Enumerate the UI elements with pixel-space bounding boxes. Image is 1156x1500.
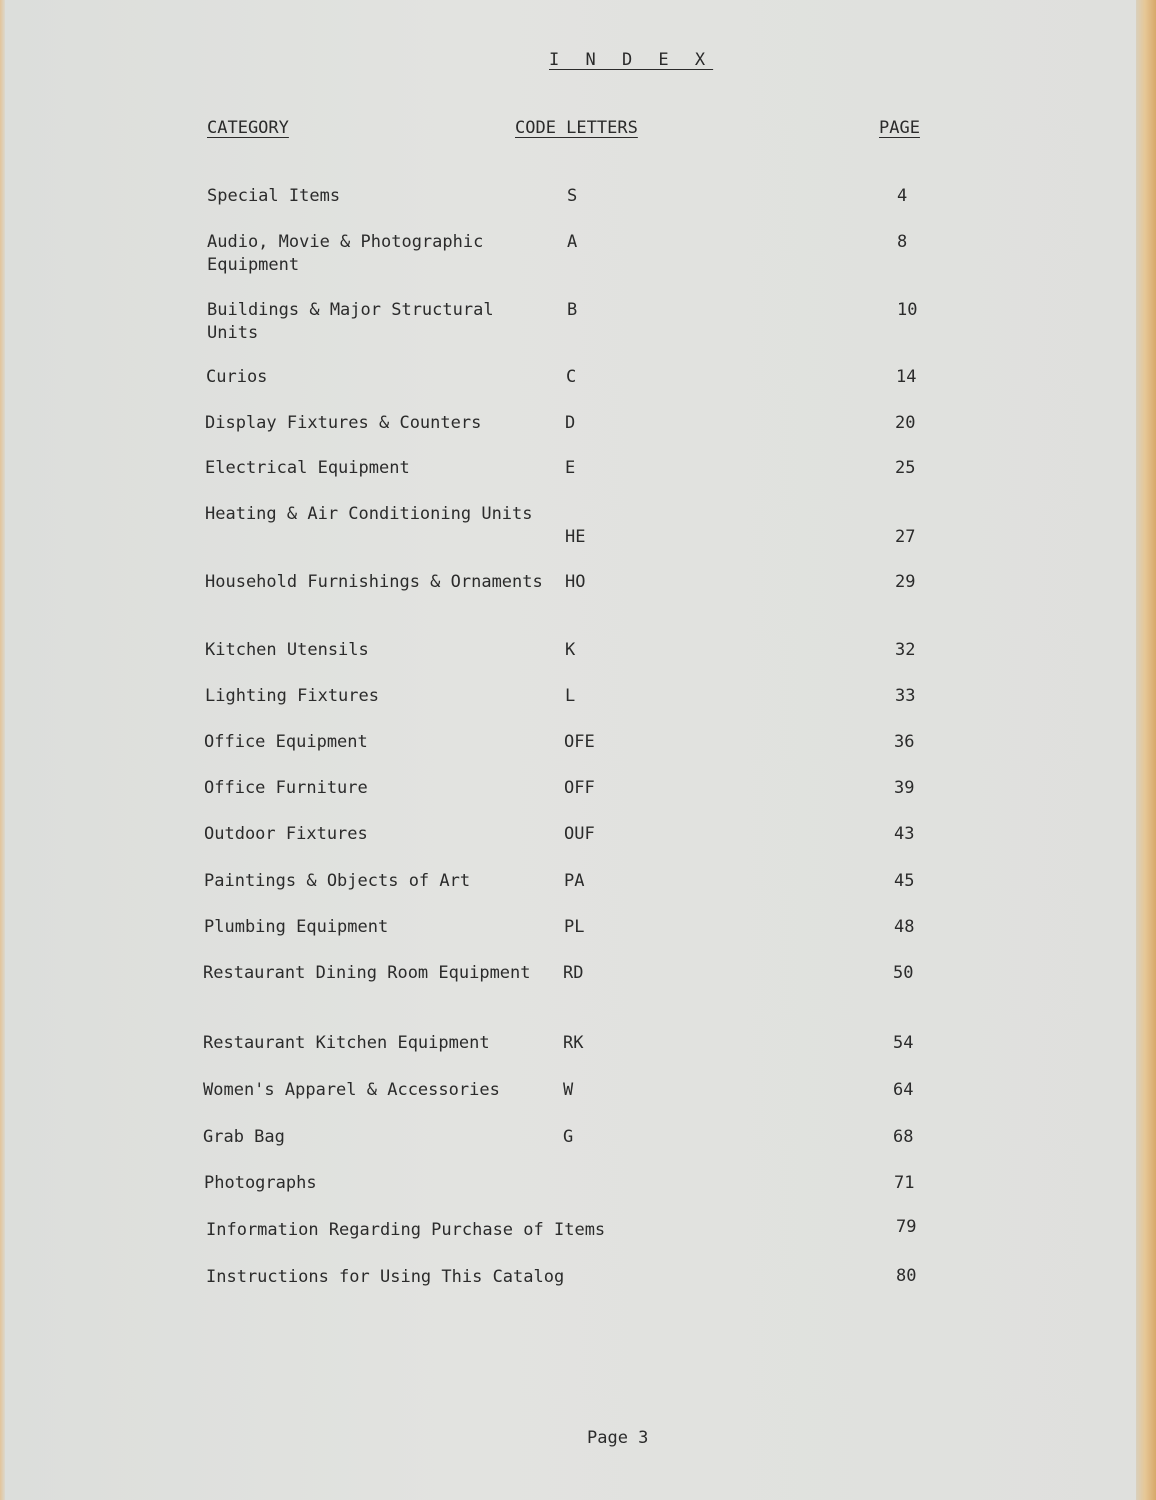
code-letter: A: [567, 232, 578, 252]
page-number: 79: [896, 1217, 917, 1237]
page-header: PAGE: [879, 118, 920, 138]
code-letter: PA: [564, 871, 585, 891]
page-title: I N D E X: [549, 50, 714, 70]
page-number: 39: [894, 778, 915, 798]
category-name: Photographs: [204, 1173, 317, 1193]
category-name: Grab Bag: [203, 1127, 285, 1147]
page-number: 32: [895, 640, 916, 660]
page-number: 54: [893, 1033, 914, 1053]
category-name: Display Fixtures & Counters: [205, 413, 482, 433]
page-number: 4: [897, 186, 908, 206]
category-name: Audio, Movie & Photographic Equipment: [207, 232, 494, 275]
page-number: 8: [897, 232, 908, 252]
page-number: 80: [896, 1266, 917, 1286]
code-letter: K: [565, 640, 576, 660]
page-number: 45: [894, 871, 915, 891]
page-number: 50: [893, 963, 914, 983]
page-number: 71: [894, 1173, 915, 1193]
code-letter: B: [567, 300, 578, 320]
category-name: Heating & Air Conditioning Units: [205, 504, 533, 524]
page-number: 27: [895, 527, 916, 547]
page-number: 33: [895, 686, 916, 706]
page-number: 43: [894, 824, 915, 844]
page-number: 29: [895, 572, 916, 592]
page-number: 48: [894, 917, 915, 937]
code-letter: OFF: [564, 778, 595, 798]
code-letter: HO: [565, 572, 586, 592]
category-name: Restaurant Kitchen Equipment: [203, 1033, 490, 1053]
code-letter: PL: [564, 917, 585, 937]
page-number: 20: [895, 413, 916, 433]
page-number: 25: [895, 458, 916, 478]
page-edge: [1136, 0, 1156, 1500]
page-number: 10: [897, 300, 918, 320]
code-letter: RD: [563, 963, 584, 983]
category-name: Kitchen Utensils: [205, 640, 369, 660]
category-name: Restaurant Dining Room Equipment: [203, 963, 531, 983]
category-name: Office Furniture: [204, 778, 368, 798]
page-number: 14: [896, 367, 917, 387]
category-name: Women's Apparel & Accessories: [203, 1080, 500, 1100]
category-name: Special Items: [207, 186, 341, 206]
code-letter: OUF: [564, 824, 595, 844]
code-letter: G: [563, 1127, 574, 1147]
code-letter: HE: [565, 527, 586, 547]
category-name: Paintings & Objects of Art: [204, 871, 471, 891]
category-name: Outdoor Fixtures: [204, 824, 368, 844]
code-letters-header: CODE LETTERS: [515, 118, 638, 138]
page-left-edge: [0, 0, 5, 1500]
category-name: Plumbing Equipment: [204, 917, 389, 937]
page-number: 64: [893, 1080, 914, 1100]
category-name: Office Equipment: [204, 732, 368, 752]
code-letter: D: [565, 413, 576, 433]
page-number: 36: [894, 732, 915, 752]
category-name: Lighting Fixtures: [205, 686, 379, 706]
code-letter: E: [565, 458, 576, 478]
code-letter: W: [563, 1080, 574, 1100]
code-letter: S: [567, 186, 578, 206]
code-letter: OFE: [564, 732, 595, 752]
category-name: Curios: [206, 367, 268, 387]
category-name: Information Regarding Purchase of Items: [206, 1220, 606, 1240]
code-letter: C: [566, 367, 577, 387]
category-name: Buildings & Major Structural Units: [207, 300, 504, 343]
category-name: Electrical Equipment: [205, 458, 410, 478]
code-letter: L: [565, 686, 576, 706]
page-number: 68: [893, 1127, 914, 1147]
category-header: CATEGORY: [207, 118, 289, 138]
page-footer: Page 3: [587, 1428, 649, 1448]
category-name: Instructions for Using This Catalog: [206, 1267, 565, 1287]
code-letter: RK: [563, 1033, 584, 1053]
category-name: Household Furnishings & Ornaments: [205, 572, 543, 592]
